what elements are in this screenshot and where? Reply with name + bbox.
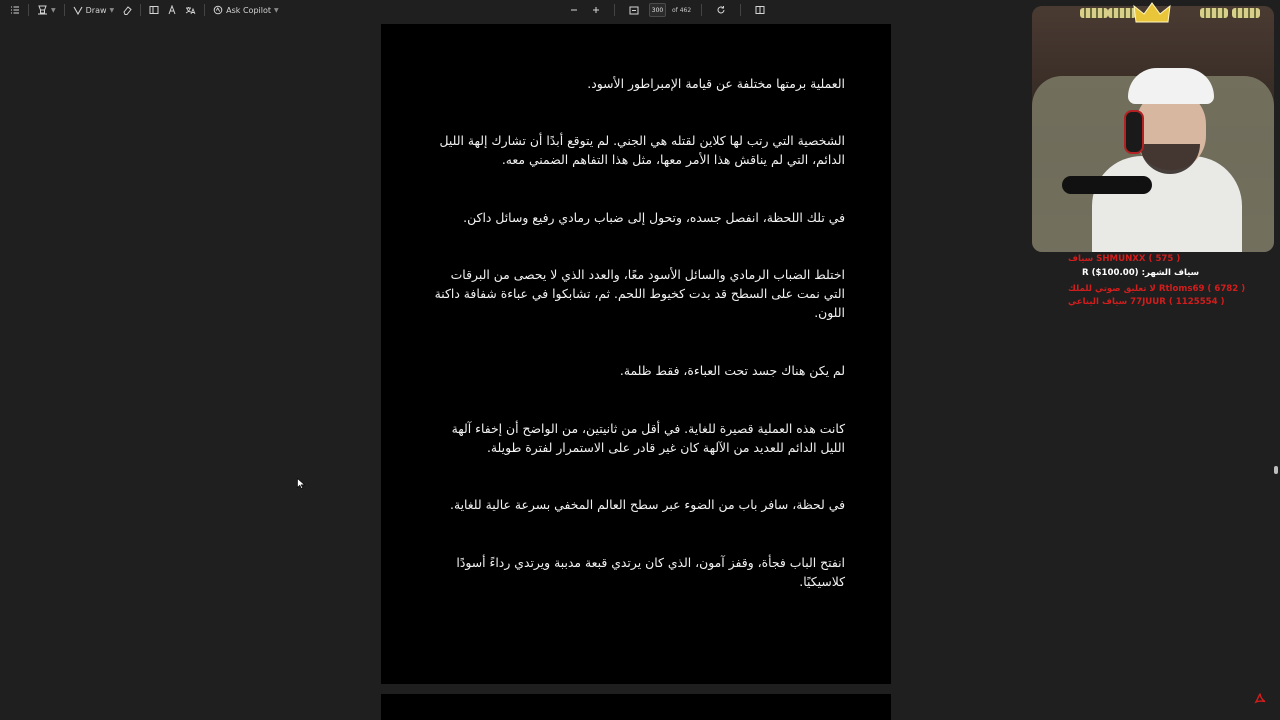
toolbar-divider — [701, 4, 702, 16]
overlay-monthly-label: سياف الشهر: R ($100.00) — [1082, 268, 1200, 278]
translate-button[interactable] — [181, 2, 200, 18]
draw-label: Draw — [85, 5, 107, 15]
overlay-alert-line: Rtloms69 ( 6782 ) لا تعليق صوتي للملك — [1068, 284, 1246, 294]
page-navigation-group — [566, 2, 769, 18]
list-icon — [10, 5, 20, 15]
toolbar-divider — [140, 4, 141, 16]
toolbar-divider — [614, 4, 615, 16]
paragraph: في لحظة، سافر باب من الضوء عبر سطح العالم المخفي بسرعة عالية للغاية. — [450, 497, 845, 512]
acrobat-icon — [1254, 692, 1266, 704]
paragraph: لم يكن هناك جسد تحت العباءة، فقط ظلمة. — [619, 363, 845, 378]
overlay-top-alert: SHMUNXX ( 575 ) سياف — [1068, 254, 1181, 264]
mouse-cursor-icon — [297, 478, 305, 489]
toolbar-divider — [64, 4, 65, 16]
page-total: of 462 — [672, 6, 692, 14]
read-aloud-button[interactable] — [163, 2, 181, 18]
ask-copilot-button[interactable] — [209, 2, 282, 18]
paragraph: العملية برمتها مختلفة عن قيامة الإمبراطور الأسود. — [587, 76, 845, 91]
text-box-button[interactable] — [145, 2, 163, 18]
zoom-out-button[interactable] — [566, 2, 582, 18]
chevron-down-icon[interactable]: ▼ — [274, 6, 279, 14]
crown-icon — [1132, 2, 1172, 24]
paragraph: كانت هذه العملية قصيرة للغاية. في أقل من ثانيتين، من الواضح أن إخفاء آلهة الليل الدائم للعديد من الآلهة كان غير قادر على الاستمرار لفترة طويلة. — [451, 421, 845, 455]
fit-page-button[interactable] — [625, 2, 643, 18]
chevron-down-icon[interactable]: ▼ — [51, 6, 56, 14]
overlay-alert-line: 77JUUR ( 1125554 ) سياف اليناعي — [1068, 297, 1225, 307]
copilot-icon — [213, 5, 223, 15]
eraser-icon — [122, 5, 132, 15]
chevron-down-icon[interactable]: ▼ — [109, 6, 115, 14]
headset-icon — [1124, 110, 1144, 154]
page-number-input[interactable] — [649, 3, 666, 17]
fit-width-icon — [629, 6, 639, 15]
toolbar-left-group — [0, 0, 283, 20]
minus-icon — [570, 6, 578, 14]
toolbar-divider — [28, 4, 29, 16]
rotate-button[interactable] — [712, 2, 730, 18]
toolbar-divider — [740, 4, 741, 16]
paragraph: انفتح الباب فجأة، وقفز آمون، الذي كان يرتدي قبعة مدببة ويرتدي رداءً أسودًا كلاسيكيًا. — [456, 555, 845, 589]
webcam-overlay — [1032, 6, 1274, 252]
zoom-in-button[interactable] — [588, 2, 604, 18]
pdf-next-page — [381, 694, 891, 720]
translate-icon — [185, 5, 196, 15]
page-view-button[interactable] — [751, 2, 769, 18]
streamer-cap — [1128, 68, 1214, 104]
book-icon — [755, 5, 765, 15]
plus-icon — [592, 6, 600, 14]
paragraph: اختلط الضباب الرمادي والسائل الأسود معًا، والعدد الذي لا يحصى من البرقات التي نمت على السطح قد بدت كخيوط اللحم. ثم، تشابكوا في عباءة شفافة داكنة اللون. — [434, 267, 845, 320]
ask-copilot-label: Ask Copilot — [226, 5, 272, 15]
scrollbar-thumb[interactable] — [1274, 466, 1278, 474]
pdf-page — [381, 24, 891, 684]
draw-button[interactable] — [69, 2, 119, 18]
text-box-icon — [149, 5, 159, 15]
read-aloud-icon — [167, 5, 177, 15]
highlighter-icon — [37, 5, 48, 15]
microphone-icon — [1062, 176, 1152, 194]
erase-button[interactable] — [118, 2, 136, 18]
rotate-icon — [716, 5, 726, 15]
pen-icon — [73, 5, 83, 15]
contents-button[interactable] — [6, 2, 24, 18]
paragraph: الشخصية التي رتب لها كلاين لقتله هي الجني. لم يتوقع أبدًا أن تشارك إلهة الليل الدائم، التي لم يناقش هذا الأمر معها، مثل هذا التفاهم الضمني معه. — [439, 133, 845, 167]
highlight-button[interactable] — [33, 2, 60, 18]
toolbar-divider — [204, 4, 205, 16]
paragraph: في تلك اللحظة، انفصل جسده، وتحول إلى ضباب رمادي رفيع وسائل داكن. — [463, 210, 845, 225]
